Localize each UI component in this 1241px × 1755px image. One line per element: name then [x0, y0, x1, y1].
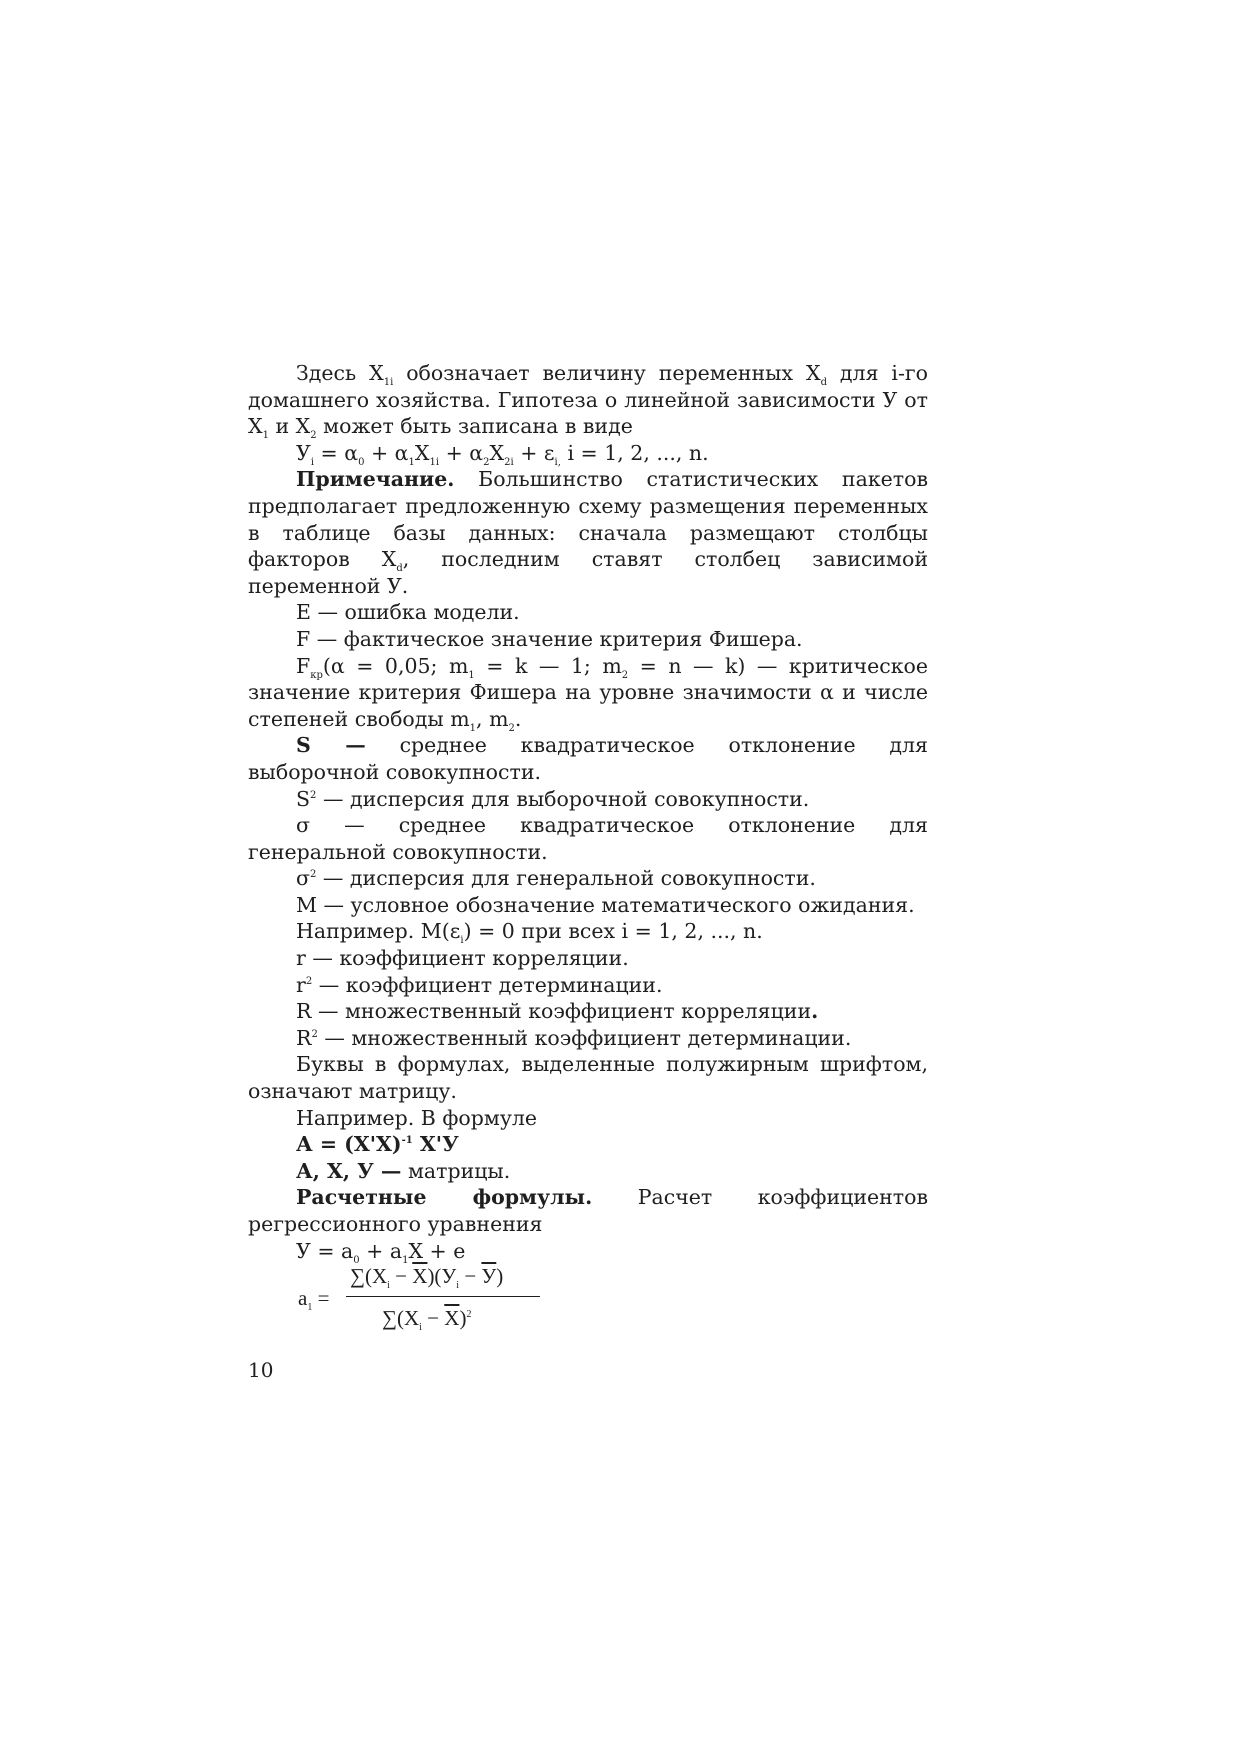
equation-regression: $У = a_0 + a_1X + e$	[296, 1238, 466, 1266]
paragraph-intro: Здесь $X_{1i}$ обозначает величину переменных $X_d$ для i-го домашнего хозяйства. Гипотеза о линейной зависимости У от $X_1$ и $X_2$ может быть записана в виде	[248, 361, 928, 442]
matrix-formula: $А = (X'X)^{-1}$ X'У	[296, 1132, 459, 1157]
paragraph-bold-letters: Буквы в формулах, выделенные полужирным шрифтом, означают матрицу.	[248, 1052, 928, 1104]
definition-multiple-determination: $R^2$ — множественный коэффициент детерминации.	[296, 1025, 852, 1050]
definition-sample-std: S — среднее квадратическое отклонение для выборочной совокупности.	[248, 733, 928, 784]
definition-correlation: r — коэффициент корреляции.	[296, 946, 629, 971]
formula-a1	[298, 1262, 558, 1342]
formula-a1-denominator: $\sum(X_i - \overline{X})^2$	[382, 1306, 472, 1333]
example-formula-intro: Например. В формуле	[296, 1105, 538, 1130]
definition-error: Е — ошибка модели.	[296, 600, 520, 625]
definition-population-variance: $\sigma^2$ — дисперсия для генеральной совокупности.	[296, 866, 816, 891]
definition-multiple-correlation: R — множественный коэффициент корреляции.	[296, 999, 819, 1024]
definition-matrices: А, X, У — матрицы.	[296, 1158, 511, 1183]
formula-a1-lhs: $a_1$ =	[298, 1286, 330, 1313]
definition-fisher-critical: $F_{кр}(\alpha = 0,05$; $m_1 = k$ — 1; $m_2 = n$ — k) — критическое значение критерия Фишера на уровне значимости α и числе степеней свободы $m_1$, $m_2$.	[248, 653, 928, 734]
definition-population-std: σ — среднее квадратическое отклонение для генеральной совокупности.	[248, 813, 928, 864]
formula-a1-numerator: $\sum(X_i - \overline{X})(У_i - У)$	[350, 1264, 504, 1291]
definition-sample-variance: $S^2$ — дисперсия для выборочной совокупности.	[296, 786, 810, 811]
paragraph-note: Примечание. Большинство статистических пакетов предполагает предложенную схему размещения переменных в таблице базы данных: сначала размещают столбцы факторов $X_d$, последним ставят столбец зависимой переменной У.	[248, 467, 928, 598]
definition-expectation: М — условное обозначение математического ожидания.	[296, 892, 915, 917]
definition-determination: $r^2$ — коэффициент детерминации.	[296, 972, 663, 997]
page-number: 10	[248, 1358, 274, 1382]
body-text	[248, 360, 928, 1264]
paragraph-calc-formulas: Расчетные формулы. Расчет коэффициентов регрессионного уравнения	[248, 1185, 928, 1236]
fraction-bar	[346, 1296, 540, 1297]
example-expectation: Например. $М(\varepsilon_i) = 0$ при всех i = 1, 2, ..., n.	[296, 919, 763, 947]
equation-linear-model: $У_i = \alpha_0 + \alpha_1X_{1i} + \alpha_2X_{2i} + \varepsilon_{i,}$ i = 1, 2, ..., n.	[296, 440, 709, 468]
definition-fisher: F — фактическое значение критерия Фишера.	[296, 626, 803, 651]
